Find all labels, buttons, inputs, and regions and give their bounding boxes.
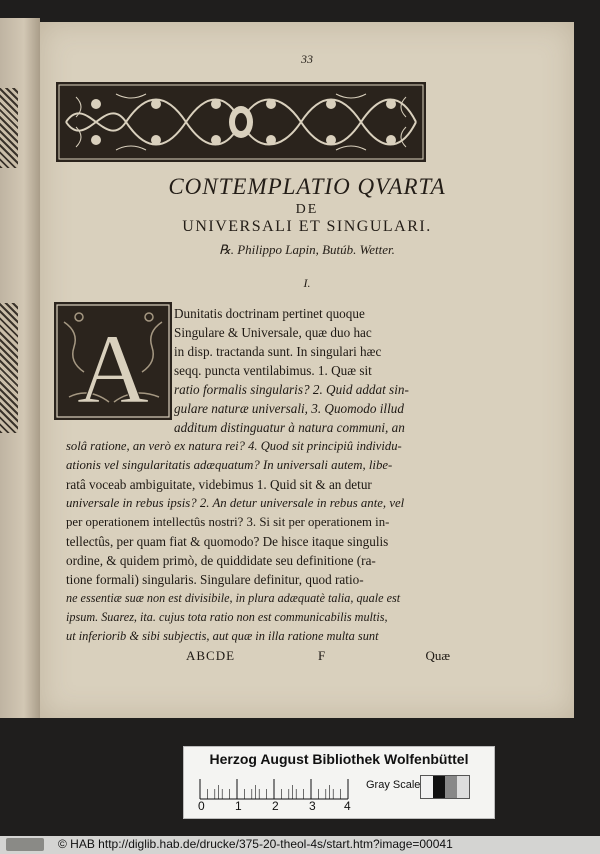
decorated-initial	[54, 302, 172, 420]
catchword: Quæ	[425, 648, 450, 663]
signature-letter: F	[318, 648, 326, 663]
scale-number: 0	[198, 799, 205, 813]
body-line: Dunitatis doctrinam pertinet quoque	[174, 306, 365, 321]
chapter-title: CONTEMPLATIO QVARTA	[168, 174, 446, 199]
scale-number: 1	[235, 799, 242, 813]
body-line: ratâ voceab ambiguitate, videbimus 1. Quid sit & an detur	[66, 477, 372, 492]
book-page	[40, 22, 574, 718]
initial-letter: A	[76, 313, 150, 420]
author-line: ℞. Philippo Lapin, Butúb. Wetter.	[219, 242, 395, 257]
body-line: ratio formalis singularis? 2. Quid addat sin-	[174, 382, 409, 397]
body-line: per operationem intellectûs nostri? 3. Si sit per operationem in-	[66, 515, 390, 529]
gray-patch-mid	[445, 776, 457, 798]
body-line: ne essentiæ suæ non est divisibile, in plura adæquatè talia, quale est	[66, 591, 401, 605]
signature-marks: ABCDE	[186, 648, 236, 663]
prev-page-initial	[0, 303, 18, 433]
body-line: seqq. puncta ventilabimus. 1. Quæ sit	[174, 363, 372, 378]
section-number: I.	[303, 276, 311, 290]
body-line: tione formali) singularis. Singulare definitur, quod ratio-	[66, 572, 364, 587]
gray-scale-label: Gray Scale	[366, 779, 421, 791]
scale-number: 2	[272, 799, 279, 813]
footer-badge-icon	[6, 838, 44, 851]
body-line: tellectûs, per quam fiat & quomodo? De hisce itaque singulis	[66, 534, 389, 549]
body-line: ut inferiorib & sibi subjectis, aut quæ in illa ratione multa sunt	[66, 629, 379, 643]
copyright-text: © HAB http://diglib.hab.de/drucke/375-20-theol-4s/start.htm?image=00041	[58, 837, 453, 851]
library-name: Herzog August Bibliothek Wolfenbüttel	[209, 751, 469, 767]
previous-page-edge	[0, 18, 40, 718]
body-line: Singulare & Universale, quæ duo hac	[174, 325, 372, 340]
subtitle-de: DE	[295, 202, 319, 217]
body-line: ordine, & quidem primò, de quiddidate seu definitione (ra-	[66, 553, 376, 568]
scale-number: 4	[344, 799, 351, 813]
ruler-scale	[198, 775, 358, 801]
body-line: ipsum. Suarez, ita. cujus tota ratio non est communicabilis multis,	[66, 610, 388, 624]
body-line: additum distinguatur à natura communi, an	[174, 420, 405, 435]
body-line: solâ ratione, an verò ex natura rei? 4. Quod sit principiû individu-	[66, 439, 402, 453]
copyright-footer	[0, 836, 600, 854]
ornamental-headpiece	[56, 82, 426, 162]
prev-page-ornament	[0, 88, 18, 168]
body-line: ationis vel singularitatis adæquatum? In universali autem, libe-	[66, 458, 393, 472]
subtitle-topic: UNIVERSALI ET SINGULARI.	[182, 218, 432, 235]
body-line: gulare naturæ universali, 3. Quomodo illud	[174, 401, 404, 416]
scale-number: 3	[309, 799, 316, 813]
gray-patch-white	[421, 776, 433, 798]
body-line: in disp. tractanda sunt. In singulari hæc	[174, 344, 382, 359]
page-number: 33	[301, 52, 313, 66]
body-line: universale in rebus ipsis? 2. An detur universale in rebus ante, vel	[66, 496, 405, 510]
gray-scale-patches	[420, 775, 470, 799]
gray-patch-light	[457, 776, 469, 798]
gray-patch-black	[433, 776, 445, 798]
library-color-card	[183, 746, 495, 819]
